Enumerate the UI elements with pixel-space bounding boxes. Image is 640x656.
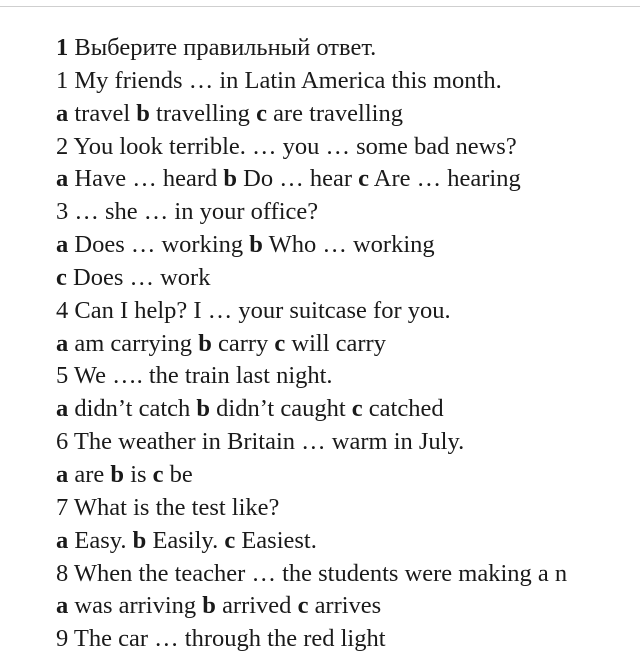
answers-3-c: c Does … work <box>56 263 211 291</box>
top-divider <box>0 6 640 7</box>
question-5: 5 We …. the train last night. <box>56 362 333 390</box>
exercise-heading: 1 Выберите правильный ответ. <box>56 34 377 61</box>
question-1: 1 My friends … in Latin America this month. <box>56 66 502 94</box>
question-3: 3 … she … in your office? <box>56 198 319 226</box>
question-9: 9 The car … through the red light <box>56 625 386 653</box>
answers-6: a are b is c be <box>56 460 193 488</box>
answers-1: a travel b travelling c are travelling <box>56 99 403 127</box>
question-8: 8 When the teacher … the students were making a n <box>56 559 568 587</box>
exercise-text <box>56 32 640 656</box>
question-2: 2 You look terrible. … you … some bad news? <box>56 132 517 160</box>
question-7: 7 What is the test like? <box>56 493 280 521</box>
answers-7: a Easy. b Easily. c Easiest. <box>56 526 317 554</box>
answers-3: a Does … working b Who … working <box>56 231 435 259</box>
answers-4: a am carrying b carry c will carry <box>56 329 386 357</box>
question-6: 6 The weather in Britain … warm in July. <box>56 428 465 456</box>
answers-8: a was arriving b arrived c arrives <box>56 592 382 620</box>
answers-5: a didn’t catch b didn’t caught c catched <box>56 395 444 423</box>
answers-2: a Have … heard b Do … hear c Are … hearing <box>56 165 521 193</box>
question-4: 4 Can I help? I … your suitcase for you. <box>56 296 451 324</box>
